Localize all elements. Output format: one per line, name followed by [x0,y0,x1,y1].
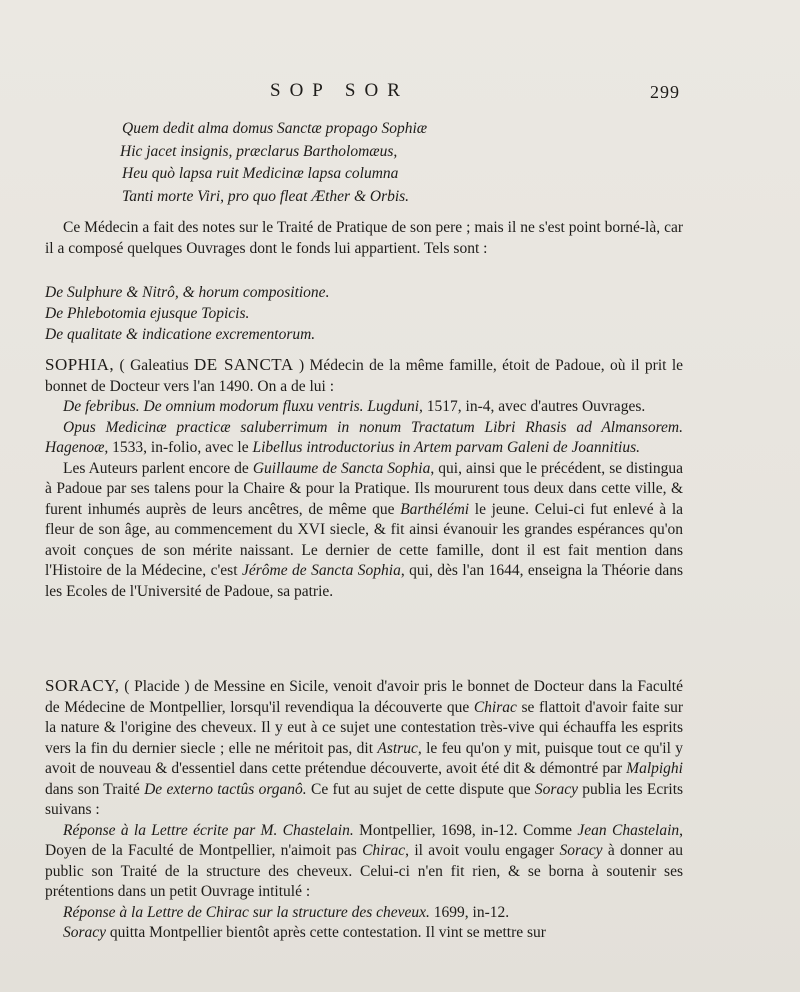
latin-epitaph [122,118,642,208]
verse-line: Tanti morte Viri, pro quo fleat Æther & Orbis. [122,187,410,205]
soracy-main: SORACY, ( Placide ) de Messine en Sicile, venoit d'avoir pris le bonnet de Docteur dans la Faculté de Médecine de Montpellier, lorsqu'il revendiqua la découverte que Chirac se flattoit d'avoir faite sur la nature & l'origine des cheveux. Il y eut à ce sujet une contestation très-vive qui échauffa les esprits vers la fin du dernier siecle ; elle ne méritoit pas, dit Astruc, le feu qu'on y mit, puisque tout ce qu'il y avoit de nouveau & d'essentiel dans cette prétendue découverte, avoit été dit & démontré par Malpighi dans son Traité De externo tactûs organô. Ce fut au sujet de cette dispute que Soracy publia les Ecrits suivans : [45,676,684,818]
entry-name: SORACY, [45,676,120,695]
paragraph-notes: Ce Médecin a fait des notes sur le Traité de Pratique de son pere ; mais il ne s'est point borné-là, car il a composé quelques Ouvrages dont le fonds lui appartient. Tels sont : [45,219,683,257]
works-list-item: De Phlebotomia ejusque Topicis. [45,305,250,322]
verse-line: Quem dedit alma domus Sanctæ propago Sophiæ [122,120,428,137]
works-list [45,282,683,345]
work-entry: Réponse à la Lettre de Chirac sur la structure des cheveux. 1699, in-12. [63,903,510,921]
paragraph-soracy-end: Soracy quitta Montpellier bientôt après cette contestation. Il vint se mettre sur [63,924,546,941]
entry-sophia [45,355,683,602]
entry-name: SOPHIA, [45,355,115,374]
work-entry: De febribus. De omnium modorum fluxu ventris. Lugduni, 1517, in-4, avec d'autres Ouvrages. [63,398,646,415]
page-number: 299 [650,82,680,102]
work-entry: Opus Medicinæ practicæ saluberrimum in nonum Tractatum Libri Rhasis ad Almansorem. Hagenoæ, 1533, in-folio, avec le Libellus introductorius in Artem parvam Galeni de Joannitius. [45,418,683,456]
running-head: SOP SOR [270,80,409,101]
verse-line: Heu quò lapsa ruit Medicinæ lapsa columna [122,165,399,182]
sophia-intro: SOPHIA, ( Galeatius DE SANCTA ) Médecin de la même famille, étoit de Padoue, où il prit le bonnet de Docteur vers l'an 1490. On a de lui : [45,355,684,395]
entry-soracy [45,676,683,944]
works-list-item: De qualitate & indicatione excrementorum. [45,326,316,343]
work-entry: Réponse à la Lettre écrite par M. Chastelain. Montpellier, 1698, in-12. Comme Jean Chastelain, Doyen de la Faculté de Montpellier, n'aimoit pas Chirac, il avoit voulu engager Soracy à donner au public son Traité de la structure des cheveux. Celui-ci n'en fit rien, & se borna à soutenir ses prétentions dans un petit Ouvrage intitulé : [45,821,684,900]
page-header [0,80,800,104]
works-list-item: De Sulphure & Nitrô, & horum compositione. [45,284,330,301]
paragraph-authors: Les Auteurs parlent encore de Guillaume de Sancta Sophia, qui, ainsi que le précédent, se distingua à Padoue par ses talens pour la Chaire & pour la Pratique. Ils moururent tous deux dans cette ville, & furent inhumés auprès de leurs ancêtres, de même que Barthélémi le jeune. Celui-ci fut enlevé à la fleur de son âge, au commencement du XVI siecle, & fit ainsi évanouir les grandes espérances qu'on avoit conçues de son mérite naissant. Le dernier de cette famille, dont il est fait mention dans l'Histoire de la Médecine, c'est Jérôme de Sancta Sophia, qui, dès l'an 1644, enseigna la Théorie dans les Ecoles de l'Université de Padoue, sa patrie. [45,459,684,600]
verse-line: Hic jacet insignis, præclarus Bartholomæus, [120,142,398,160]
